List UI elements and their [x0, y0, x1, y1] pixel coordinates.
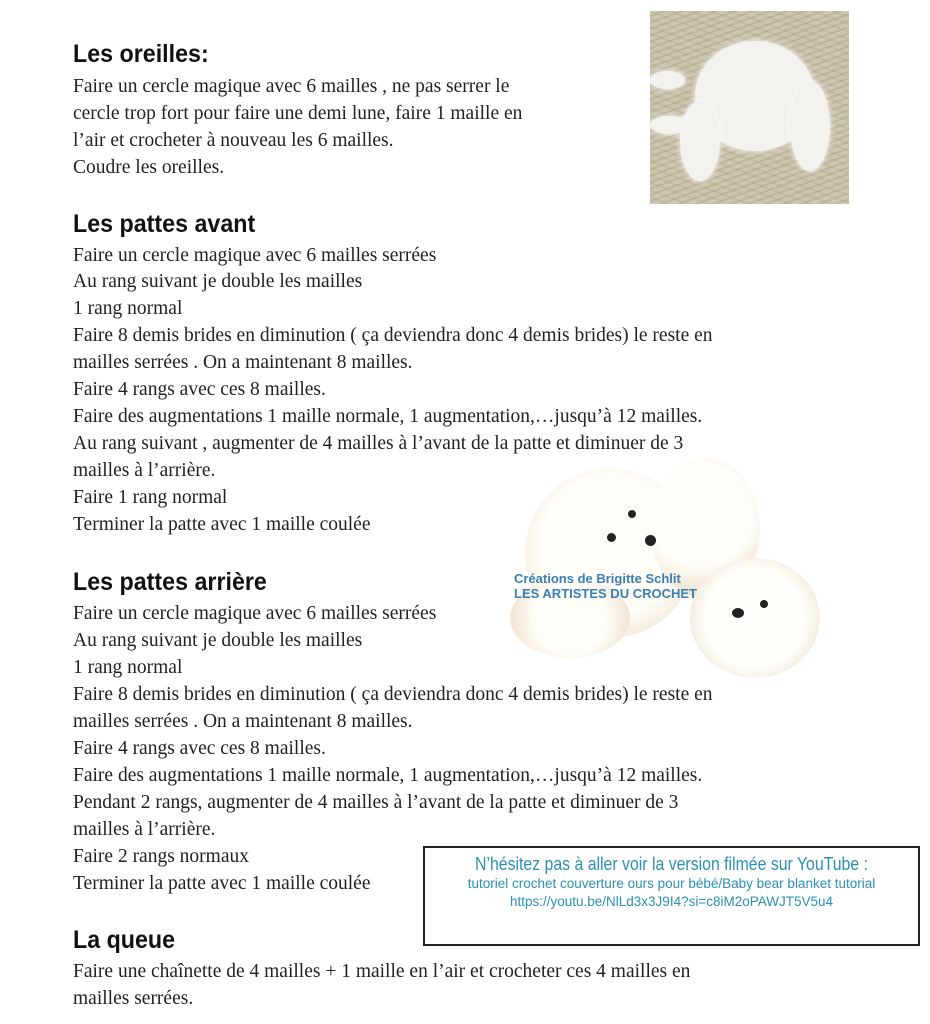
- instruction-line: Faire 2 rangs normaux: [73, 846, 249, 867]
- eye-icon: [607, 533, 616, 542]
- instruction-line: mailles serrées . On a maintenant 8 mailles.: [73, 352, 413, 373]
- instruction-line: Au rang suivant , augmenter de 4 mailles à l’avant de la patte et diminuer de 3: [73, 433, 684, 454]
- section-title-oreilles: Les oreilles:: [73, 40, 209, 68]
- nose-icon: [628, 510, 636, 518]
- instruction-line: Faire un cercle magique avec 6 mailles serrées: [73, 603, 437, 624]
- instruction-line: Faire des augmentations 1 maille normale, 1 augmentation,…jusqu’à 12 mailles.: [73, 406, 703, 427]
- instruction-line: l’air et crocheter à nouveau les 6 mailles.: [73, 130, 394, 151]
- instruction-line: Faire 8 demis brides en diminution ( ça deviendra donc 4 demis brides) le reste en: [73, 684, 713, 705]
- eye-icon: [645, 535, 656, 546]
- instruction-line: 1 rang normal: [73, 298, 183, 319]
- youtube-box-subtitle: tutoriel crochet couverture ours pour bébé/Baby bear blanket tutorial: [467, 876, 876, 891]
- instruction-line: 1 rang normal: [73, 657, 183, 678]
- instruction-line: cercle trop fort pour faire une demi lune, faire 1 maille en: [73, 103, 523, 124]
- instruction-line: Faire une chaînette de 4 mailles + 1 maille en l’air et crocheter ces 4 mailles en: [73, 961, 691, 982]
- youtube-box-title: N’hésitez pas à aller voir la version filmée sur YouTube :: [475, 854, 868, 874]
- section-title-pattes-arriere: Les pattes arrière: [73, 568, 267, 596]
- youtube-info-box: [423, 846, 920, 946]
- watermark-author: Créations de Brigitte Schlit: [514, 571, 681, 586]
- instruction-line: mailles à l’arrière.: [73, 460, 216, 481]
- instruction-line: Coudre les oreilles.: [73, 157, 225, 178]
- instruction-line: Terminer la patte avec 1 maille coulée: [73, 873, 371, 894]
- ears-photo: [650, 11, 849, 204]
- instruction-line: Au rang suivant je double les mailles: [73, 630, 363, 651]
- instruction-line: Faire un cercle magique avec 6 mailles , ne pas serrer le: [73, 76, 510, 97]
- nose-icon: [732, 608, 744, 618]
- instruction-line: Faire un cercle magique avec 6 mailles serrées: [73, 245, 437, 266]
- section-title-queue: La queue: [73, 926, 176, 954]
- instruction-line: Faire 4 rangs avec ces 8 mailles.: [73, 379, 326, 400]
- instruction-line: mailles serrées.: [73, 988, 194, 1009]
- watermark-brand: LES ARTISTES DU CROCHET: [514, 586, 697, 601]
- instruction-line: Faire des augmentations 1 maille normale, 1 augmentation,…jusqu’à 12 mailles.: [73, 765, 703, 786]
- instruction-line: Terminer la patte avec 1 maille coulée: [73, 514, 371, 535]
- instruction-line: Au rang suivant je double les mailles: [73, 271, 363, 292]
- instruction-line: Pendant 2 rangs, augmenter de 4 mailles à l’avant de la patte et diminuer de 3: [73, 792, 679, 813]
- instruction-line: mailles à l’arrière.: [73, 819, 216, 840]
- instruction-line: Faire 4 rangs avec ces 8 mailles.: [73, 738, 326, 759]
- section-title-pattes-avant: Les pattes avant: [73, 210, 256, 238]
- instruction-line: Faire 8 demis brides en diminution ( ça deviendra donc 4 demis brides) le reste en: [73, 325, 713, 346]
- watermark: [514, 571, 697, 601]
- eye-icon: [760, 600, 768, 608]
- instruction-line: Faire 1 rang normal: [73, 487, 228, 508]
- youtube-link[interactable]: https://youtu.be/NlLd3x3J9I4?si=c8iM2oPAWJT5V5u4: [509, 894, 834, 909]
- instruction-line: mailles serrées . On a maintenant 8 mailles.: [73, 711, 413, 732]
